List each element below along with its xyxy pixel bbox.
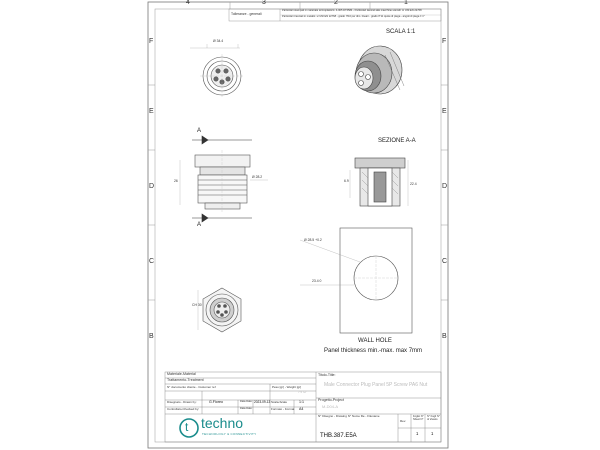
zone-left-D: D: [149, 183, 155, 190]
date-value: 2023-09-13: [254, 400, 271, 404]
zone-top-3: 3: [262, 0, 266, 6]
zone-right-E: E: [442, 108, 447, 115]
zone-top-1: 1: [404, 0, 408, 6]
zone-right-D: D: [442, 183, 448, 190]
dim-section-b: 22.4: [410, 182, 417, 186]
dim-nut: CH 30: [192, 303, 202, 307]
zone-left-F: F: [149, 38, 154, 45]
logo-letter: t: [185, 420, 189, 434]
drawing-no-label: N° Disegno - Drawing N° Nome file - Filename: [318, 414, 380, 418]
tolerance-label: Tolleranze - generali: [231, 12, 262, 16]
logo-circle: [180, 419, 198, 437]
dim-hole-flat: 23.4 0: [312, 279, 322, 283]
title-label: Titolo-Title:: [318, 373, 336, 377]
designer-value: G.Floreo: [209, 400, 223, 404]
rev-label: Rev.: [400, 419, 406, 423]
scale-label: SCALA 1:1: [386, 29, 416, 35]
wall-hole-label: WALL HOLE: [358, 338, 392, 344]
sheets-value: 1: [431, 431, 434, 436]
tolerance-note-1: Particolari stampati in materiale termoplastico: 4-905 DT6584 - Particolari lavorati alle macchine utensili: s/ UNI EN 22768: [282, 9, 422, 12]
side-view: [180, 150, 268, 212]
sheet-label: Foglio N° Sheet N°: [413, 415, 424, 421]
scale-field-value: 1:1: [299, 400, 304, 404]
project-label: Progetto-Project: [318, 398, 344, 402]
logo-wordmark: techno: [201, 415, 244, 431]
treatment-label: Trattamento-Treatment: [167, 378, 204, 382]
date-label: Data Date:: [240, 400, 253, 403]
date-label-2: Data Date:: [240, 407, 253, 410]
format-value: A4: [299, 407, 304, 411]
panel-thickness-label: Panel thickness min.-max. max 7mm: [324, 348, 423, 354]
logo-tagline: TECHNOLOGY & CONNECTIVITY: [202, 432, 257, 436]
zone-left-C: C: [149, 258, 155, 265]
section-view: [350, 158, 408, 206]
zone-right-F: F: [442, 38, 447, 45]
tolerance-note-2: Particolari tranciati in metallo: s/ UNI EN 22768 - grado IT10 per dim. lineari - grado IT11 quote di piega - angoli di piega ± 1°: [282, 15, 425, 18]
zone-right-B: B: [442, 333, 447, 340]
weight-value: 7.5 Gr: [298, 390, 307, 394]
front-view: [190, 44, 244, 98]
drawing-no: THB.387.E5A: [320, 433, 357, 439]
title-value: Male Connector Plug Panel 5P Screw PA6 Nut: [324, 382, 428, 388]
designer-label: Disegnato - Drawn by:: [167, 400, 197, 404]
dim-front-dia: Ø 34.4: [213, 39, 224, 43]
dim-hole-dia: Ø 28.5 +0.2: [304, 238, 322, 242]
scale-field-label: Scala-Scale: [271, 400, 288, 404]
section-arrow-top: A: [197, 128, 202, 134]
dim-side-dia: Ø 28.2: [252, 175, 263, 179]
zone-top-4: 4: [186, 0, 190, 6]
format-label: Formato - Format: [271, 407, 295, 411]
dim-section-a: 6.9: [344, 179, 349, 183]
section-arrow-bottom: A: [197, 222, 202, 228]
zone-top-2: 2: [334, 0, 338, 6]
sheet-value: 1: [416, 431, 419, 436]
project-value: M-D04-A: [322, 404, 339, 409]
zone-right-C: C: [442, 258, 448, 265]
dim-side-len: 26: [174, 179, 178, 183]
sheets-label: N° Fogli N° of sheets: [427, 415, 440, 421]
materials-label: Materiale-Material: [167, 372, 196, 376]
section-label: SEZIONE A-A: [378, 138, 416, 144]
customer-label: N° documento cliente - Customer ref: [167, 385, 216, 389]
nut-view: [198, 288, 241, 332]
isometric-view: [355, 46, 404, 94]
weight-label: Peso [gr] - Weight [gr]: [272, 385, 302, 389]
checked-label: Controllato-Checked by:: [167, 407, 200, 411]
zone-left-E: E: [149, 108, 154, 115]
zone-left-B: B: [149, 333, 154, 340]
